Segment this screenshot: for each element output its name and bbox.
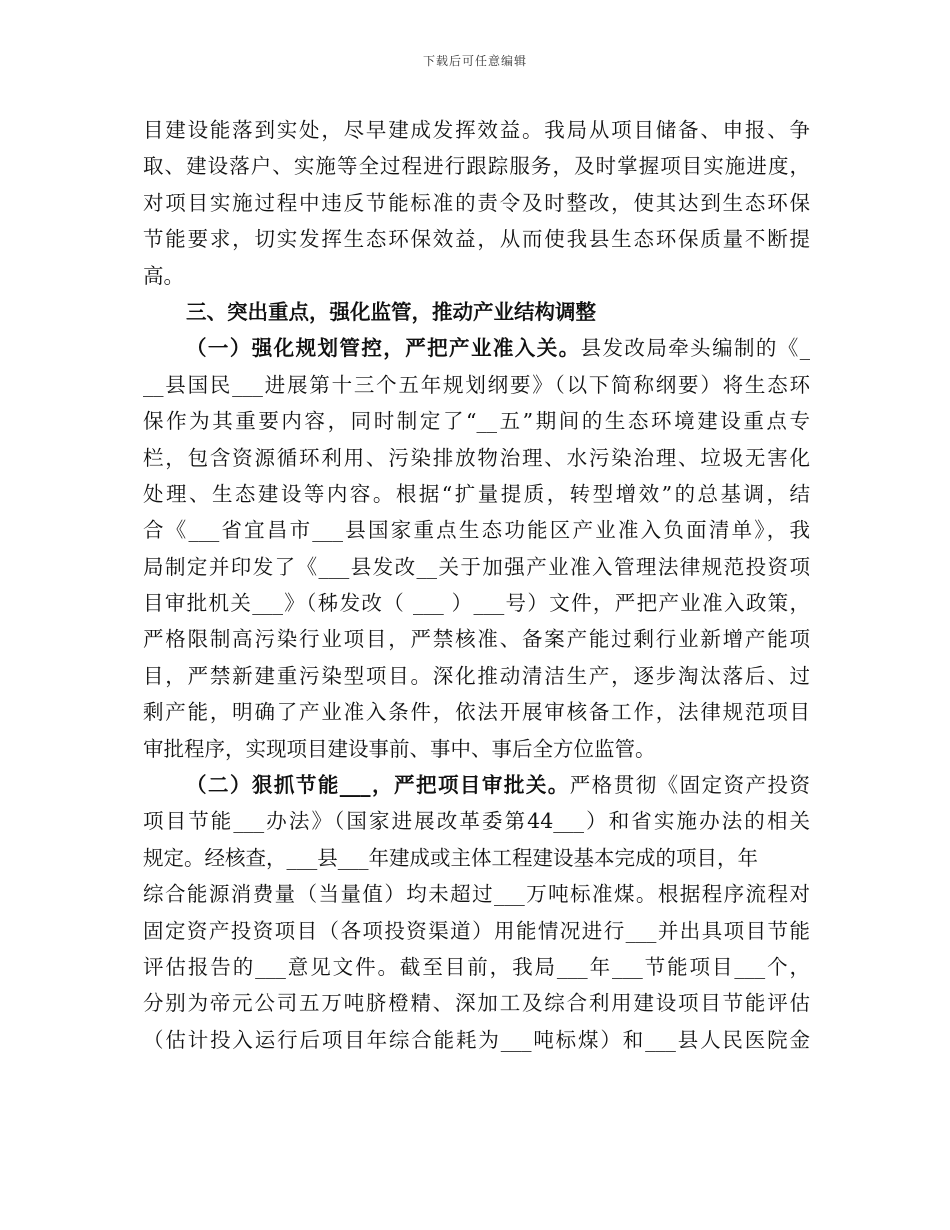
text-line: （估计投入运行后项目年综合能耗为___吨标煤）和___县人民医院金 (143, 1027, 810, 1052)
text-line: 处理、生态建设等内容。根据“扩量提质，转型增效”的总基调，结 (143, 481, 810, 506)
paragraph-planning-control (143, 330, 810, 767)
text-line: 局制定并印发了《___县发改__关于加强产业准入管理法律规范投资项 (143, 554, 810, 579)
text-line: __县国民___进展第十三个五年规划纲要》（以下简称纲要）将生态环 (143, 372, 810, 397)
text-line: 项目节能___办法》（国家进展改革委第44___）和省实施办法的相关 (143, 809, 810, 834)
text-line: 保作为其重要内容，同时制定了“__五”期间的生态环境建设重点专 (143, 409, 810, 434)
text-line: 固定资产投资项目（各项投资渠道）用能情况进行___并出具项目节能 (143, 918, 810, 943)
text-line: 规定。经核查，___县___年建成或主体工程建设基本完成的项目，年 (143, 845, 758, 870)
page-header: 下载后可任意编辑 (422, 54, 527, 68)
text-line: 合《___省宜昌市___县国家重点生态功能区产业准入负面清单》，我 (143, 518, 810, 543)
text-line: 栏，包含资源循环利用、污染排放物治理、水污染治理、垃圾无害化 (143, 445, 810, 470)
text-line: 取、建设落户、实施等全过程进行跟踪服务，及时掌握项目实施进度， (143, 154, 810, 179)
text-line: 审批程序，实现项目建设事前、事中、事后全方位监管。 (143, 736, 656, 761)
text-line (143, 767, 810, 803)
text-span: 严格贯彻《固定资产投资 (569, 773, 810, 798)
text-line: 评估报告的___意见文件。截至目前，我局___年___节能项目___个， (143, 954, 810, 979)
text-line: 对项目实施过程中违反节能标准的责令及时整改，使其达到生态环保 (143, 190, 810, 215)
section-heading: 三、突出重点，强化监管，推动产业结构调整 (186, 299, 596, 324)
text-line: 分别为帝元公司五万吨脐橙精、深加工及综合利用建设项目节能评估 (143, 991, 810, 1016)
paragraph-energy-saving (143, 767, 810, 1058)
text-line: 高。 (143, 263, 184, 288)
text-line: 节能要求，切实发挥生态环保效益，从而使我县生态环保质量不断提 (143, 227, 810, 252)
text-line: 目审批机关___》（秭发改（ ___ ）___号）文件，严把产业准入政策， (143, 591, 810, 616)
subsection-lead: （二）狠抓节能___，严把项目审批关。 (186, 773, 570, 798)
text-line: 综合能源消费量（当量值）均未超过___万吨标准煤。根据程序流程对 (143, 882, 810, 907)
document-body (143, 112, 810, 1058)
text-line: 严格限制高污染行业项目，严禁核准、备案产能过剩行业新增产能项 (143, 627, 810, 652)
text-line: 目建设能落到实处，尽早建成发挥效益。我局从项目储备、申报、争 (143, 118, 810, 142)
text-line: 目，严禁新建重污染型项目。深化推动清洁生产，逐步淘汰落后、过 (143, 663, 810, 688)
text-line (143, 330, 810, 366)
text-line: 剩产能，明确了产业准入条件，依法开展审核备工作，法律规范项目 (143, 700, 810, 725)
paragraph-project-tracking (143, 112, 810, 294)
subsection-lead: （一）强化规划管控，严把产业准入关。 (186, 336, 581, 361)
text-span: 县发改局牵头编制的《_ (580, 336, 810, 361)
